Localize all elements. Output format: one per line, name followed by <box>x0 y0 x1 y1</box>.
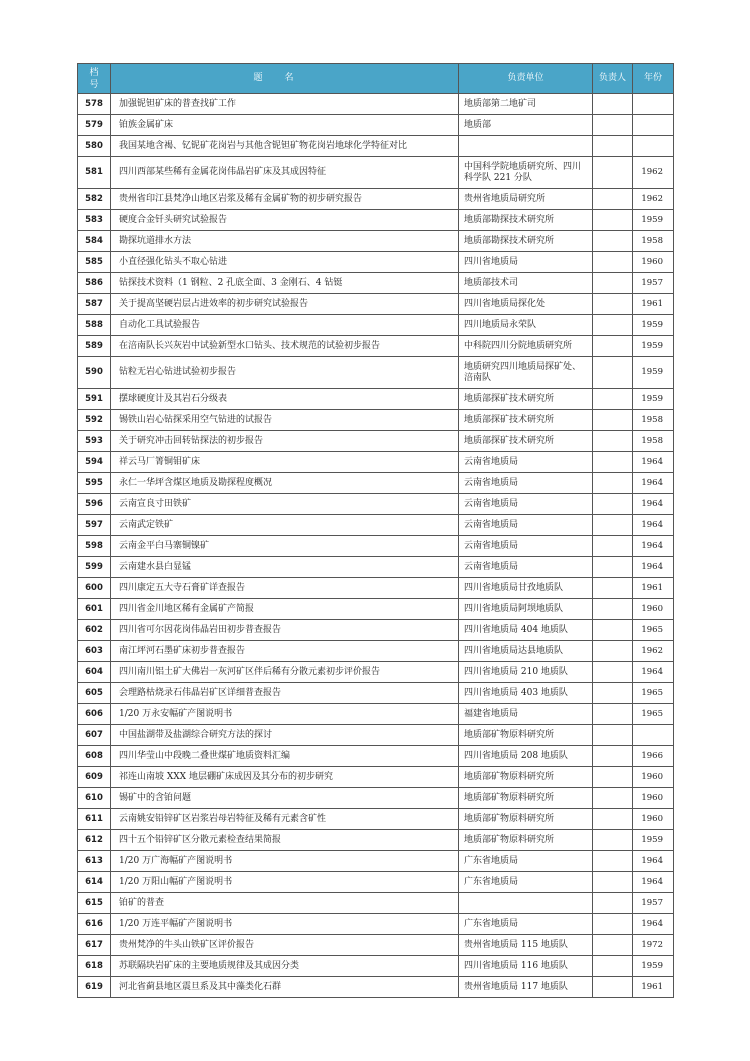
cell-number: 587 <box>78 294 111 315</box>
cell-year: 1964 <box>633 452 674 473</box>
cell-number: 614 <box>78 872 111 893</box>
cell-person <box>593 662 633 683</box>
cell-year: 1964 <box>633 914 674 935</box>
cell-number: 581 <box>78 157 111 189</box>
cell-unit: 中科院四川分院地质研究所 <box>459 336 593 357</box>
cell-person <box>593 431 633 452</box>
table-row <box>78 683 674 704</box>
cell-unit: 云南省地质局 <box>459 452 593 473</box>
cell-title: 中国盐湖带及盐湖综合研究方法的探讨 <box>111 725 459 746</box>
cell-title: 苏联隔块岩矿床的主要地质规律及其成因分类 <box>111 956 459 977</box>
cell-person <box>593 210 633 231</box>
column-header-person: 负责人 <box>593 64 633 94</box>
cell-year: 1965 <box>633 704 674 725</box>
cell-year <box>633 136 674 157</box>
cell-year: 1964 <box>633 473 674 494</box>
cell-unit: 地质部矿物原料研究所 <box>459 767 593 788</box>
cell-number: 607 <box>78 725 111 746</box>
cell-year: 1962 <box>633 641 674 662</box>
cell-person <box>593 336 633 357</box>
table-row <box>78 273 674 294</box>
cell-year: 1958 <box>633 410 674 431</box>
cell-number: 601 <box>78 599 111 620</box>
table-row <box>78 851 674 872</box>
table-row <box>78 830 674 851</box>
cell-person <box>593 851 633 872</box>
cell-number: 580 <box>78 136 111 157</box>
cell-unit: 云南省地质局 <box>459 536 593 557</box>
cell-person <box>593 515 633 536</box>
cell-person <box>593 389 633 410</box>
table-header <box>78 64 674 94</box>
table-row <box>78 977 674 998</box>
archive-catalog-table <box>77 63 674 998</box>
cell-unit: 四川省地质局达县地质队 <box>459 641 593 662</box>
cell-number: 606 <box>78 704 111 725</box>
cell-year: 1964 <box>633 494 674 515</box>
cell-number: 600 <box>78 578 111 599</box>
cell-number: 604 <box>78 662 111 683</box>
cell-title: 1/20 万广海幅矿产图说明书 <box>111 851 459 872</box>
cell-title: 祥云马厂箐铜钼矿床 <box>111 452 459 473</box>
table-row <box>78 893 674 914</box>
cell-number: 605 <box>78 683 111 704</box>
cell-unit: 地质部技术司 <box>459 273 593 294</box>
table-row <box>78 956 674 977</box>
cell-unit: 地质部探矿技术研究所 <box>459 389 593 410</box>
cell-number: 612 <box>78 830 111 851</box>
cell-title: 1/20 万阳山幅矿产图说明书 <box>111 872 459 893</box>
cell-title: 云南建水县白显锰 <box>111 557 459 578</box>
cell-unit: 福建省地质局 <box>459 704 593 725</box>
cell-person <box>593 830 633 851</box>
cell-unit: 四川省地质局 116 地质队 <box>459 956 593 977</box>
cell-title: 加强铌钽矿床的普查找矿工作 <box>111 94 459 115</box>
table-row <box>78 231 674 252</box>
table-row <box>78 557 674 578</box>
table-row <box>78 336 674 357</box>
cell-year: 1964 <box>633 851 674 872</box>
cell-unit: 四川省地质局 210 地质队 <box>459 662 593 683</box>
cell-title: 河北省蓟县地区震旦系及其中藻类化石群 <box>111 977 459 998</box>
cell-unit: 地质部探矿技术研究所 <box>459 431 593 452</box>
cell-person <box>593 252 633 273</box>
cell-title: 四川省金川地区稀有金属矿产简报 <box>111 599 459 620</box>
cell-unit: 四川省地质局 <box>459 252 593 273</box>
cell-number: 618 <box>78 956 111 977</box>
cell-title: 摆球硬度计及其岩石分级表 <box>111 389 459 410</box>
cell-year: 1972 <box>633 935 674 956</box>
cell-unit: 地质部矿物原料研究所 <box>459 725 593 746</box>
cell-unit: 云南省地质局 <box>459 494 593 515</box>
table-row <box>78 115 674 136</box>
cell-person <box>593 809 633 830</box>
cell-year <box>633 115 674 136</box>
table-row <box>78 94 674 115</box>
cell-unit: 四川省地质局甘孜地质队 <box>459 578 593 599</box>
cell-title: 锡矿中的含铂问题 <box>111 788 459 809</box>
cell-person <box>593 935 633 956</box>
cell-title: 我国某地含褐、钇铌矿花岗岩与其他含铌钽矿物花岗岩地球化学特征对比 <box>111 136 459 157</box>
cell-unit: 地质部矿物原料研究所 <box>459 788 593 809</box>
cell-year: 1964 <box>633 872 674 893</box>
cell-title: 铂矿的普查 <box>111 893 459 914</box>
cell-title: 自动化工具试验报告 <box>111 315 459 336</box>
cell-number: 586 <box>78 273 111 294</box>
cell-title: 祁连山南坡 XXX 地层硼矿床成因及其分布的初步研究 <box>111 767 459 788</box>
table-row <box>78 389 674 410</box>
cell-unit: 地质部第二地矿司 <box>459 94 593 115</box>
cell-person <box>593 315 633 336</box>
cell-person <box>593 746 633 767</box>
table-row <box>78 767 674 788</box>
cell-unit: 地质部矿物原料研究所 <box>459 830 593 851</box>
cell-unit: 广东省地质局 <box>459 872 593 893</box>
cell-number: 596 <box>78 494 111 515</box>
cell-year: 1961 <box>633 977 674 998</box>
cell-year: 1960 <box>633 599 674 620</box>
cell-person <box>593 641 633 662</box>
table-row <box>78 935 674 956</box>
cell-year: 1964 <box>633 536 674 557</box>
column-header-number-line1: 档 <box>89 67 99 78</box>
cell-unit: 地质部探矿技术研究所 <box>459 410 593 431</box>
cell-year: 1957 <box>633 893 674 914</box>
cell-year: 1965 <box>633 620 674 641</box>
cell-number: 603 <box>78 641 111 662</box>
cell-title: 硬度合金钎头研究试验报告 <box>111 210 459 231</box>
cell-number: 585 <box>78 252 111 273</box>
cell-number: 613 <box>78 851 111 872</box>
table-row <box>78 189 674 210</box>
cell-title: 云南武定铁矿 <box>111 515 459 536</box>
cell-number: 611 <box>78 809 111 830</box>
table-row <box>78 662 674 683</box>
cell-title: 在涪南队长兴灰岩中试验新型水口钻头、技术规范的试验初步报告 <box>111 336 459 357</box>
cell-person <box>593 189 633 210</box>
table-row <box>78 536 674 557</box>
cell-year: 1959 <box>633 336 674 357</box>
table-row <box>78 294 674 315</box>
cell-year: 1958 <box>633 431 674 452</box>
cell-year: 1964 <box>633 557 674 578</box>
column-header-title: 题名 <box>111 64 459 94</box>
cell-unit <box>459 136 593 157</box>
cell-person <box>593 578 633 599</box>
cell-year: 1959 <box>633 357 674 389</box>
table-row <box>78 157 674 189</box>
cell-number: 592 <box>78 410 111 431</box>
cell-year <box>633 94 674 115</box>
cell-year: 1962 <box>633 157 674 189</box>
cell-unit: 地质研究四川地质局探矿处、涪南队 <box>459 357 593 389</box>
cell-year: 1960 <box>633 767 674 788</box>
cell-year: 1959 <box>633 956 674 977</box>
cell-person <box>593 788 633 809</box>
table-row <box>78 315 674 336</box>
cell-person <box>593 452 633 473</box>
cell-title: 四川省可尔因花岗伟晶岩田初步普查报告 <box>111 620 459 641</box>
cell-year: 1961 <box>633 294 674 315</box>
cell-unit: 云南省地质局 <box>459 473 593 494</box>
cell-title: 小直径强化钻头不取心钻进 <box>111 252 459 273</box>
cell-number: 583 <box>78 210 111 231</box>
cell-year: 1964 <box>633 515 674 536</box>
cell-unit: 地质部矿物原料研究所 <box>459 809 593 830</box>
cell-number: 588 <box>78 315 111 336</box>
cell-person <box>593 620 633 641</box>
cell-unit: 四川省地质局探化处 <box>459 294 593 315</box>
cell-person <box>593 872 633 893</box>
table-row <box>78 210 674 231</box>
cell-number: 578 <box>78 94 111 115</box>
cell-number: 616 <box>78 914 111 935</box>
cell-person <box>593 977 633 998</box>
table-row <box>78 410 674 431</box>
cell-title: 1/20 万连平幅矿产图说明书 <box>111 914 459 935</box>
cell-title: 四川南川铝土矿大佛岩一灰河矿区伴后稀有分散元素初步评价报告 <box>111 662 459 683</box>
cell-year: 1959 <box>633 830 674 851</box>
cell-person <box>593 136 633 157</box>
table-row <box>78 431 674 452</box>
cell-year: 1957 <box>633 273 674 294</box>
cell-year: 1960 <box>633 788 674 809</box>
table-row <box>78 452 674 473</box>
table-row <box>78 725 674 746</box>
cell-year: 1959 <box>633 210 674 231</box>
cell-title: 四十五个铅锌矿区分散元素检查结果简报 <box>111 830 459 851</box>
cell-title: 贵州省印江县梵净山地区岩浆及稀有金属矿物的初步研究报告 <box>111 189 459 210</box>
cell-title: 四川华莹山中段晚二叠世煤矿地质资料汇编 <box>111 746 459 767</box>
cell-person <box>593 231 633 252</box>
cell-number: 591 <box>78 389 111 410</box>
cell-person <box>593 956 633 977</box>
cell-number: 598 <box>78 536 111 557</box>
cell-title: 钻探技术资料（1 钢粒、2 孔底全面、3 金刚石、4 钻铤 <box>111 273 459 294</box>
table-row <box>78 578 674 599</box>
cell-unit: 贵州省地质局研究所 <box>459 189 593 210</box>
cell-number: 599 <box>78 557 111 578</box>
cell-number: 584 <box>78 231 111 252</box>
cell-title: 锡铁山岩心钻探采用空气钻进的试报告 <box>111 410 459 431</box>
cell-title: 南江坪河石墨矿床初步普查报告 <box>111 641 459 662</box>
table-row <box>78 788 674 809</box>
cell-title: 1/20 万永安幅矿产图说明书 <box>111 704 459 725</box>
table-row <box>78 252 674 273</box>
archive-catalog-page <box>77 63 673 998</box>
cell-number: 602 <box>78 620 111 641</box>
cell-title: 四川康定五大寺石膏矿详查报告 <box>111 578 459 599</box>
cell-title: 钻粒无岩心钻进试验初步报告 <box>111 357 459 389</box>
cell-person <box>593 357 633 389</box>
table-row <box>78 872 674 893</box>
cell-number: 608 <box>78 746 111 767</box>
cell-title: 四川西部某些稀有金属花岗伟晶岩矿床及其成因特征 <box>111 157 459 189</box>
column-header-unit: 负责单位 <box>459 64 593 94</box>
cell-person <box>593 494 633 515</box>
cell-year: 1965 <box>633 683 674 704</box>
cell-unit: 中国科学院地质研究所、四川科学队 221 分队 <box>459 157 593 189</box>
table-row <box>78 620 674 641</box>
cell-unit: 地质部勘探技术研究所 <box>459 210 593 231</box>
cell-unit: 四川地质局永荣队 <box>459 315 593 336</box>
table-row <box>78 809 674 830</box>
cell-year: 1960 <box>633 252 674 273</box>
table-row <box>78 599 674 620</box>
cell-title: 关于提高坚硬岩层占进效率的初步研究试验报告 <box>111 294 459 315</box>
cell-year: 1966 <box>633 746 674 767</box>
table-row <box>78 494 674 515</box>
cell-person <box>593 294 633 315</box>
cell-title: 贵州梵净的牛头山铁矿区评价报告 <box>111 935 459 956</box>
cell-unit: 广东省地质局 <box>459 851 593 872</box>
cell-number: 590 <box>78 357 111 389</box>
cell-person <box>593 725 633 746</box>
cell-title: 永仁一华坪含煤区地质及勘探程度概况 <box>111 473 459 494</box>
cell-title: 会理路枯烧录石伟晶岩矿区详细普查报告 <box>111 683 459 704</box>
cell-number: 619 <box>78 977 111 998</box>
table-row <box>78 704 674 725</box>
cell-unit: 云南省地质局 <box>459 515 593 536</box>
cell-unit: 地质部勘探技术研究所 <box>459 231 593 252</box>
column-header-year: 年份 <box>633 64 674 94</box>
cell-unit: 云南省地质局 <box>459 557 593 578</box>
cell-unit: 贵州省地质局 115 地质队 <box>459 935 593 956</box>
table-row <box>78 914 674 935</box>
cell-year: 1962 <box>633 189 674 210</box>
cell-title: 云南宣良寸田铁矿 <box>111 494 459 515</box>
cell-person <box>593 94 633 115</box>
column-header-number <box>78 64 111 94</box>
cell-person <box>593 683 633 704</box>
table-row <box>78 473 674 494</box>
cell-title: 云南姚安铅锌矿区岩浆岩母岩特征及稀有元素含矿性 <box>111 809 459 830</box>
cell-number: 595 <box>78 473 111 494</box>
cell-number: 617 <box>78 935 111 956</box>
cell-number: 594 <box>78 452 111 473</box>
cell-number: 609 <box>78 767 111 788</box>
cell-person <box>593 557 633 578</box>
cell-year: 1961 <box>633 578 674 599</box>
cell-number: 593 <box>78 431 111 452</box>
cell-title: 云南金平白马寨铜镍矿 <box>111 536 459 557</box>
cell-title: 铂族金属矿床 <box>111 115 459 136</box>
cell-number: 579 <box>78 115 111 136</box>
cell-year: 1964 <box>633 662 674 683</box>
cell-person <box>593 410 633 431</box>
cell-unit: 四川省地质局 403 地质队 <box>459 683 593 704</box>
cell-person <box>593 473 633 494</box>
cell-person <box>593 157 633 189</box>
cell-unit: 四川省地质局 404 地质队 <box>459 620 593 641</box>
column-header-number-line2: 号 <box>89 79 99 90</box>
cell-title: 勘探坑道排水方法 <box>111 231 459 252</box>
cell-number: 582 <box>78 189 111 210</box>
cell-year: 1960 <box>633 809 674 830</box>
cell-number: 597 <box>78 515 111 536</box>
table-row <box>78 357 674 389</box>
cell-person <box>593 599 633 620</box>
cell-year: 1958 <box>633 231 674 252</box>
cell-year: 1959 <box>633 315 674 336</box>
cell-person <box>593 273 633 294</box>
table-row <box>78 515 674 536</box>
cell-person <box>593 914 633 935</box>
table-body <box>78 94 674 998</box>
cell-person <box>593 115 633 136</box>
cell-unit: 四川省地质局阿坝地质队 <box>459 599 593 620</box>
cell-unit: 四川省地质局 208 地质队 <box>459 746 593 767</box>
cell-year: 1959 <box>633 389 674 410</box>
cell-unit: 贵州省地质局 117 地质队 <box>459 977 593 998</box>
cell-person <box>593 704 633 725</box>
cell-person <box>593 536 633 557</box>
cell-person <box>593 767 633 788</box>
cell-title: 关于研究冲击回转钻探法的初步报告 <box>111 431 459 452</box>
table-row <box>78 746 674 767</box>
cell-unit: 地质部 <box>459 115 593 136</box>
cell-year <box>633 725 674 746</box>
table-row <box>78 641 674 662</box>
cell-unit <box>459 893 593 914</box>
cell-person <box>593 893 633 914</box>
cell-number: 615 <box>78 893 111 914</box>
cell-number: 589 <box>78 336 111 357</box>
table-row <box>78 136 674 157</box>
cell-unit: 广东省地质局 <box>459 914 593 935</box>
cell-number: 610 <box>78 788 111 809</box>
